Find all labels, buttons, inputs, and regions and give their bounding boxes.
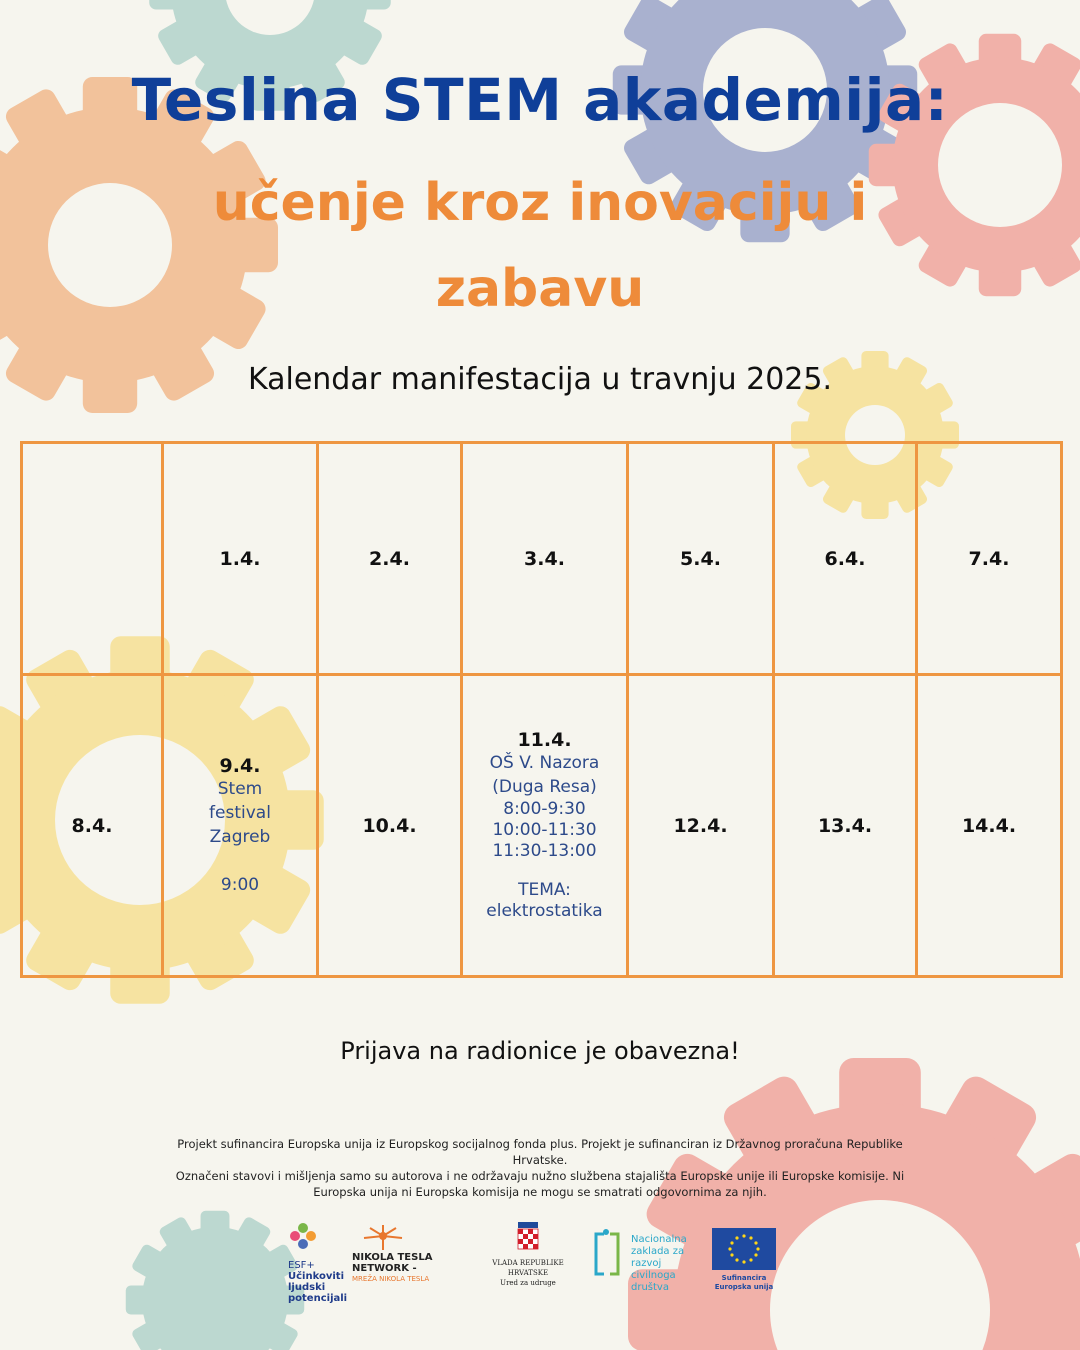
esf-logo — [288, 1222, 350, 1302]
day-label: 8.4. — [71, 814, 113, 837]
calendar-cell — [774, 675, 917, 977]
registration-notice: Prijava na radionice je obavezna! — [340, 1037, 740, 1065]
funding-disclaimer — [150, 1136, 930, 1200]
zaklada-label: Nacionalna — [631, 1234, 687, 1245]
zaklada-bracket-icon — [592, 1228, 622, 1282]
event-time: 8:00-9:30 — [503, 799, 586, 819]
day-label: 1.4. — [219, 547, 261, 570]
title-line-2b: zabavu — [435, 259, 645, 319]
nikola-tesla-network-logo — [352, 1222, 464, 1302]
day-label: 3.4. — [524, 547, 565, 570]
day-label: 10.4. — [362, 814, 417, 837]
vlada-label: VLADA REPUBLIKE HRVATSKE — [492, 1259, 564, 1277]
calendar-cell — [917, 675, 1062, 977]
calendar-row-2 — [22, 675, 1062, 977]
event-line: festival — [209, 802, 271, 823]
event-location: (Duga Resa) — [492, 777, 597, 797]
calendar-cell — [628, 675, 774, 977]
vlada-label: Ured za udruge — [500, 1279, 556, 1287]
day-label: 5.4. — [680, 547, 721, 570]
day-label: 9.4. — [219, 754, 261, 777]
day-label: 13.4. — [817, 814, 873, 837]
title-line-1: Teslina STEM akademija: — [131, 66, 949, 134]
eu-flag-icon — [712, 1228, 776, 1270]
eu-label: Europska unija — [714, 1283, 774, 1291]
calendar-cell — [774, 443, 917, 675]
title-line-2 — [0, 160, 1080, 332]
eu-cofunded-logo — [708, 1228, 780, 1308]
tesla-label: MREŽA NIKOLA TESLA — [352, 1275, 430, 1283]
esf-label: ljudski — [288, 1282, 326, 1293]
calendar-cell — [318, 443, 462, 675]
day-label: 12.4. — [673, 814, 728, 837]
nacionalna-zaklada-logo — [592, 1222, 702, 1302]
vlada-rh-logo — [472, 1222, 584, 1302]
esf-label: ESF+ — [288, 1260, 315, 1271]
event-line: Zagreb — [209, 826, 271, 847]
event-topic-label: TEMA: — [518, 880, 571, 900]
tesla-network-icon — [358, 1222, 408, 1252]
esf-label: potencijali — [288, 1293, 348, 1304]
event-time: 9:00 — [220, 874, 260, 895]
disclaimer-paragraph-2: Označeni stavovi i mišljenja samo su autorova i ne održavaju nužno službena stajališta Europske unije ili Europske komisije. Ni Europska unija ni Europska komisija ne mogu se smatrati odgovornima za njih. — [175, 1169, 905, 1199]
calendar-cell — [917, 443, 1062, 675]
calendar-subtitle: Kalendar manifestacija u travnju 2025. — [247, 362, 833, 397]
esf-label: Učinkoviti — [288, 1271, 345, 1282]
calendar-cell — [22, 675, 163, 977]
zaklada-label: razvoj — [631, 1258, 662, 1269]
calendar-cell — [462, 443, 628, 675]
calendar-cell-empty — [22, 443, 163, 675]
calendar-cell-event-workshop — [462, 675, 628, 977]
calendar-table — [20, 441, 1063, 978]
zaklada-label: društva — [631, 1282, 669, 1293]
tesla-label: NIKOLA TESLA — [352, 1252, 433, 1263]
tesla-label: NETWORK - — [352, 1263, 417, 1274]
zaklada-label: zaklada za — [631, 1246, 685, 1257]
event-line: Stem — [217, 778, 263, 799]
calendar-cell — [628, 443, 774, 675]
day-label: 2.4. — [369, 547, 410, 570]
title-line-2a: učenje kroz inovaciju i — [212, 173, 868, 233]
eu-label: Sufinancira — [721, 1274, 767, 1282]
event-topic: elektrostatika — [486, 901, 603, 921]
zaklada-label: civilnoga — [631, 1270, 676, 1281]
day-label: 14.4. — [961, 814, 1017, 837]
calendar-cell-event-stem-festival — [163, 675, 318, 977]
day-label: 7.4. — [968, 547, 1010, 570]
esf-flower-icon — [288, 1222, 318, 1256]
event-venue: OŠ V. Nazora — [489, 753, 600, 773]
gear-teal-bottom — [126, 1211, 305, 1350]
event-time: 10:00-11:30 — [492, 820, 597, 840]
calendar-cell — [163, 443, 318, 675]
croatian-coat-of-arms-icon — [516, 1222, 540, 1254]
calendar-row-1 — [22, 443, 1062, 675]
disclaimer-paragraph-1: Projekt sufinancira Europska unija iz Europskog socijalnog fonda plus. Projekt je sufinanciran iz Državnog proračuna Republike Hrvatske. — [177, 1137, 903, 1167]
day-label: 11.4. — [517, 729, 572, 751]
event-time: 11:30-13:00 — [492, 841, 597, 861]
day-label: 6.4. — [824, 547, 866, 570]
calendar-cell — [318, 675, 462, 977]
